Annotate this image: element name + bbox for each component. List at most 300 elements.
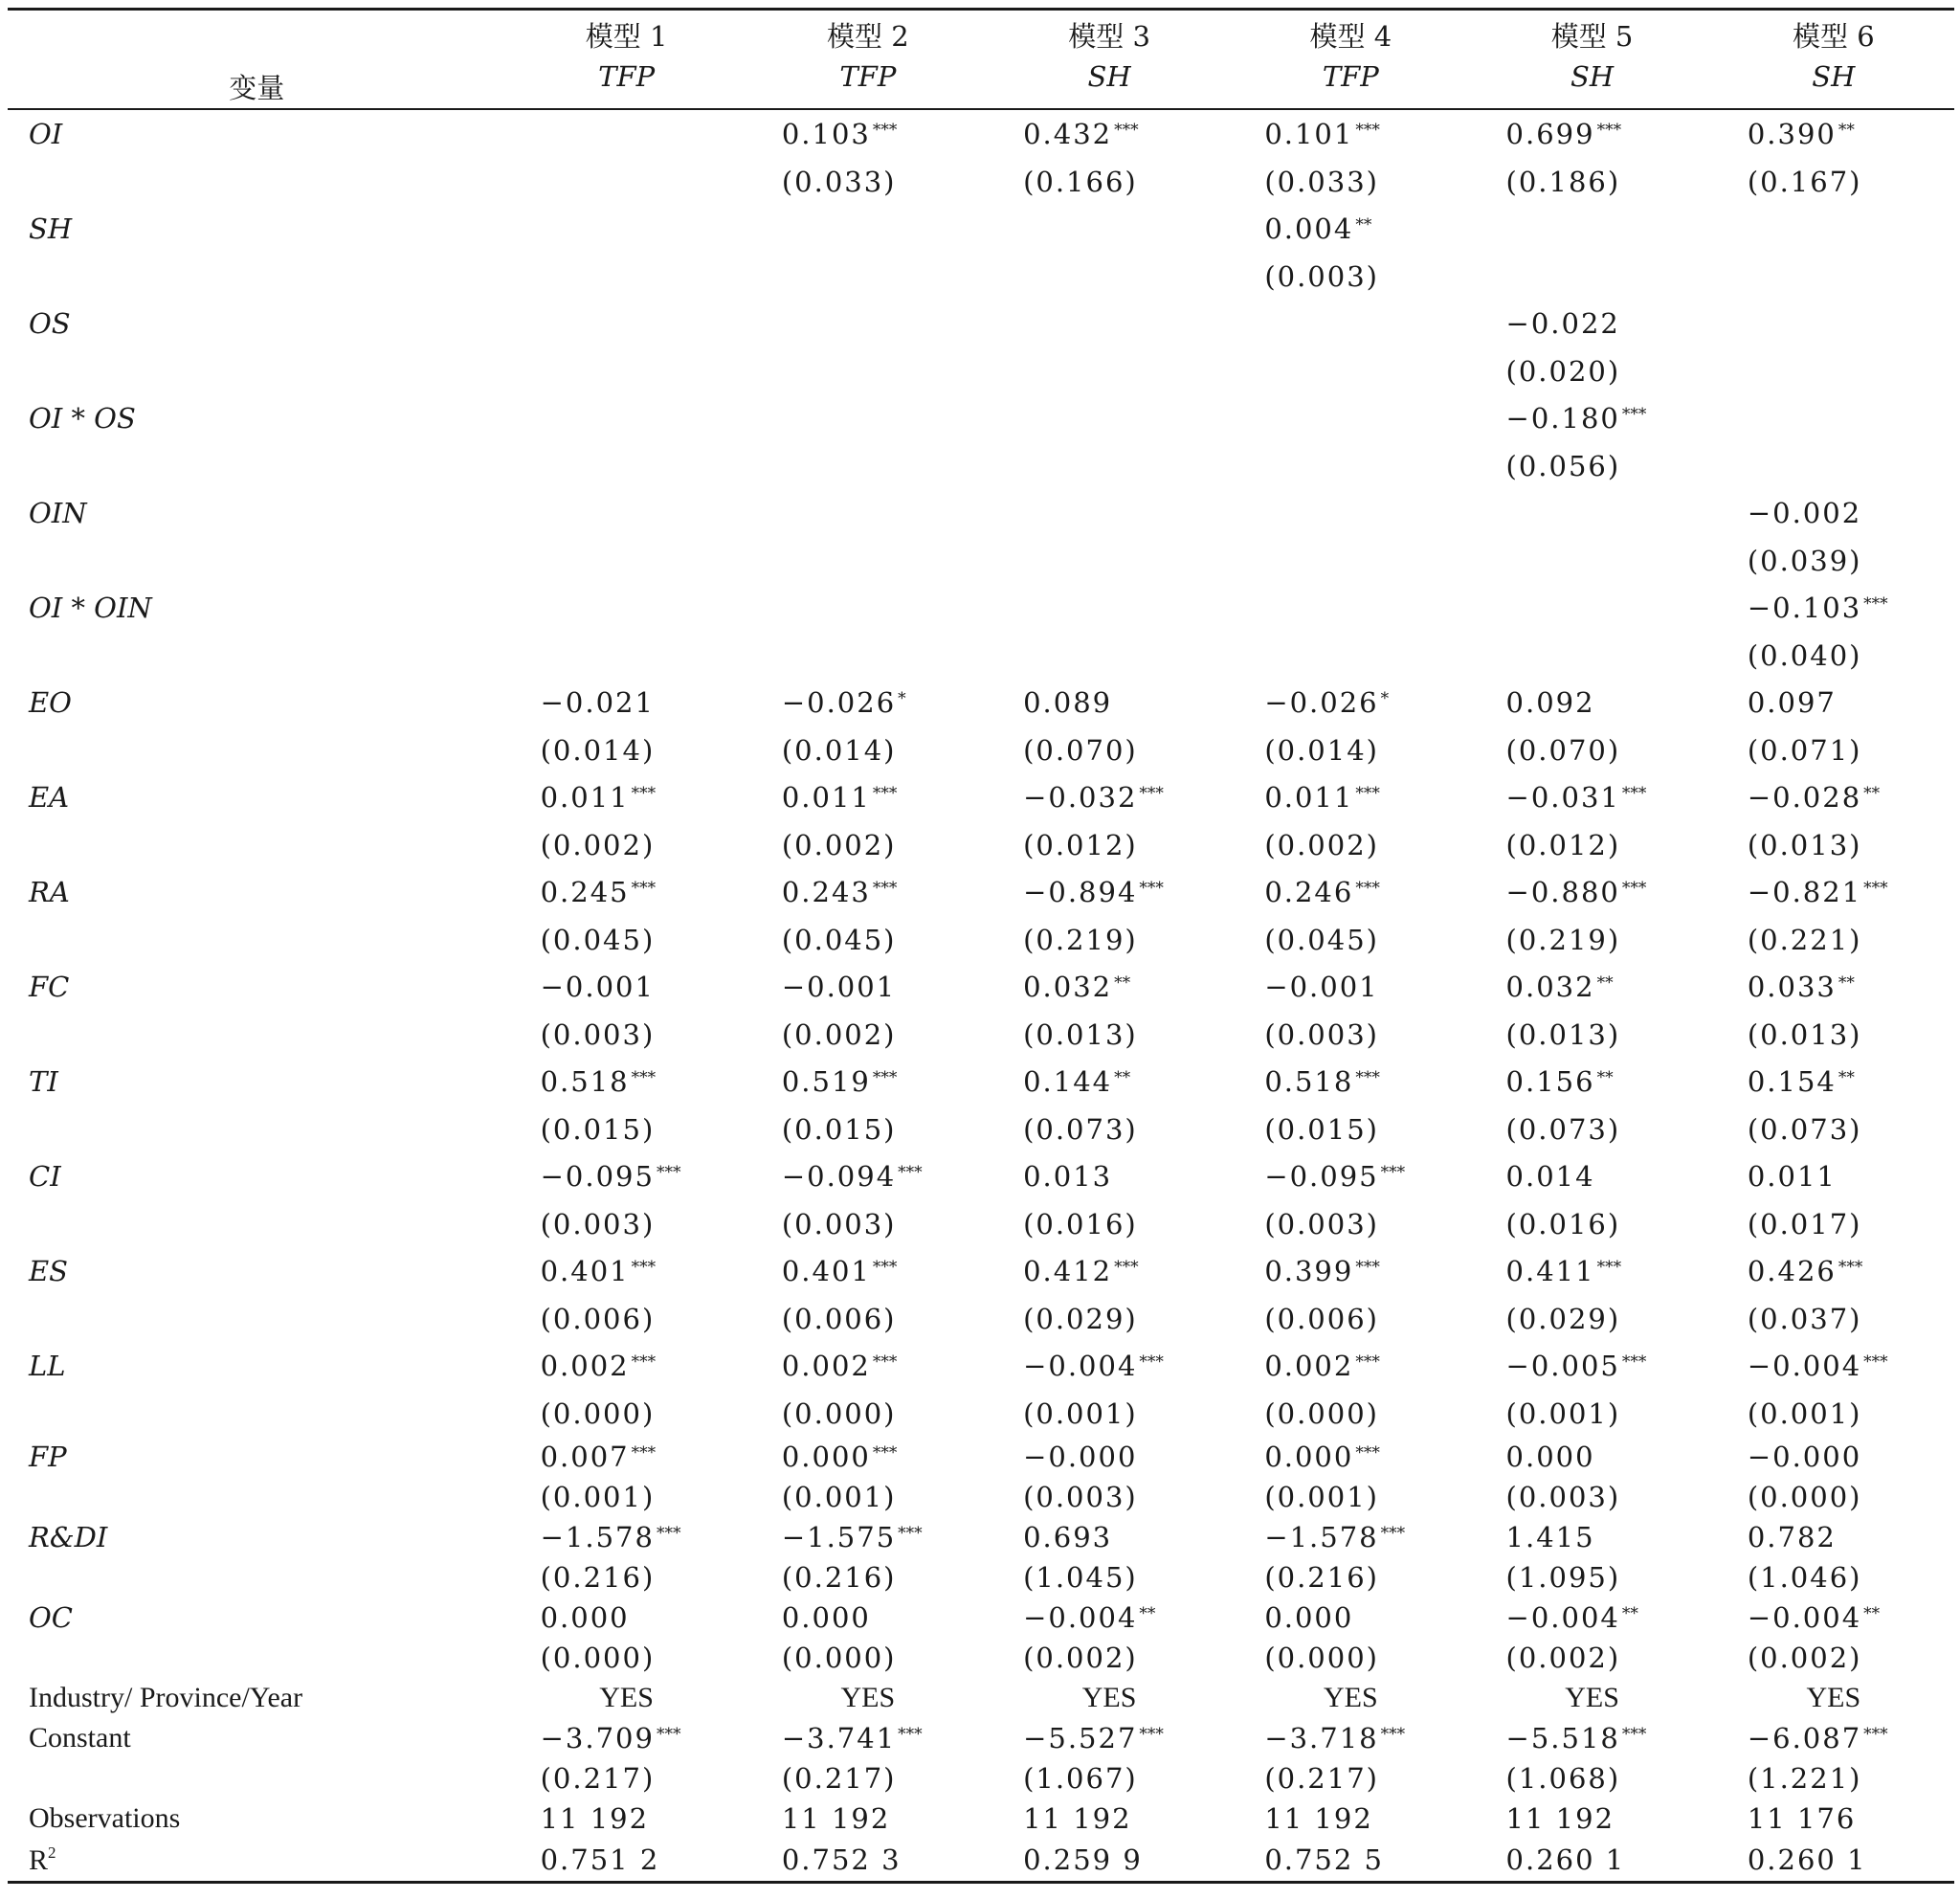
coefficient-cell [747, 868, 989, 916]
coefficient-cell [1230, 394, 1471, 442]
coefficient-cell [1471, 489, 1712, 537]
row-label [8, 442, 506, 489]
standard-error-cell [747, 1477, 989, 1517]
coefficient-box [1023, 876, 1195, 908]
variable-column-header: 变量 [8, 10, 506, 110]
standard-error-row [8, 821, 1954, 868]
coefficient-value: −0.004 [1023, 1601, 1138, 1634]
significance-stars: *** [1355, 879, 1380, 898]
coefficient-cell [506, 868, 747, 916]
standard-error-row [8, 253, 1954, 300]
standard-error-box [1506, 1208, 1679, 1240]
significance-stars: *** [1139, 879, 1164, 898]
coefficient-value: −5.518 [1505, 1722, 1620, 1754]
standard-error-value: (0.056) [1505, 449, 1621, 482]
standard-error-cell [1713, 537, 1954, 584]
coefficient-value: 0.518 [1264, 1065, 1354, 1098]
standard-error-box [1023, 1397, 1195, 1430]
standard-error-row [8, 442, 1954, 489]
standard-error-box [1748, 545, 1920, 577]
standard-error-value: (0.014) [540, 733, 656, 767]
standard-error-cell [1713, 253, 1954, 300]
coefficient-cell [506, 1152, 747, 1200]
coefficient-value: −0.821 [1747, 876, 1862, 908]
coefficient-cell [506, 584, 747, 632]
coefficient-box [1023, 686, 1195, 719]
coefficient-box [782, 1065, 954, 1098]
coefficient-cell [506, 109, 747, 158]
standard-error-cell [1713, 1390, 1954, 1437]
coefficient-cell [989, 394, 1230, 442]
significance-stars: *** [872, 1443, 898, 1463]
coefficient-box [782, 1350, 954, 1382]
coefficient-box [541, 1722, 713, 1754]
coefficient-box [1023, 781, 1195, 814]
standard-error-cell [1471, 1106, 1712, 1152]
coefficient-value: 0.426 [1747, 1255, 1837, 1287]
standard-error-cell [506, 253, 747, 300]
standard-error-box [1023, 1208, 1195, 1240]
standard-error-value: (0.033) [781, 165, 897, 198]
coefficient-value: 0.519 [781, 1065, 871, 1098]
standard-error-box [1506, 1481, 1679, 1513]
standard-error-value: (0.001) [1023, 1396, 1138, 1430]
coefficient-cell [1713, 1597, 1954, 1638]
standard-error-box [782, 1481, 954, 1513]
standard-error-row [8, 726, 1954, 773]
coefficient-row [8, 394, 1954, 442]
standard-error-box [1748, 829, 1920, 861]
standard-error-value: (1.045) [1023, 1561, 1138, 1594]
standard-error-value: (0.003) [540, 1017, 656, 1051]
coefficient-value: 0.004 [1264, 212, 1354, 245]
standard-error-box [1748, 1208, 1920, 1240]
coefficient-value: 0.245 [540, 876, 630, 908]
coefficient-cell [506, 1517, 747, 1557]
coefficient-box [782, 1160, 954, 1193]
observations-value: 11 192 [1505, 1802, 1615, 1835]
coefficient-box [1264, 1441, 1437, 1473]
standard-error-box [1264, 1018, 1437, 1051]
standard-error-value: (1.221) [1747, 1762, 1862, 1795]
coefficient-value: −0.004 [1747, 1601, 1862, 1634]
coefficient-cell [506, 1247, 747, 1295]
coefficient-box [1748, 1350, 1920, 1382]
standard-error-cell [747, 1758, 989, 1798]
dependent-variable-header: SH [1713, 56, 1954, 109]
standard-error-cell [1230, 347, 1471, 394]
coefficient-box [1748, 1065, 1920, 1098]
standard-error-cell [747, 632, 989, 679]
standard-error-cell [989, 1390, 1230, 1437]
standard-error-cell [506, 632, 747, 679]
standard-error-box [1748, 1113, 1920, 1146]
coefficient-cell [506, 1597, 747, 1638]
standard-error-cell [989, 632, 1230, 679]
standard-error-box [782, 1113, 954, 1146]
significance-stars: *** [1139, 1725, 1164, 1744]
standard-error-box [1023, 734, 1195, 767]
standard-error-cell [989, 916, 1230, 963]
significance-stars: *** [872, 1258, 898, 1277]
coefficient-cell [1471, 300, 1712, 347]
coefficient-box [782, 1601, 954, 1634]
regression-table [8, 8, 1954, 1884]
coefficient-box [541, 686, 713, 719]
standard-error-value: (0.015) [781, 1112, 897, 1146]
coefficient-box [782, 971, 954, 1003]
standard-error-row [8, 1390, 1954, 1437]
standard-error-cell [506, 537, 747, 584]
significance-stars: *** [1863, 594, 1888, 614]
coefficient-row [8, 205, 1954, 253]
dependent-variable-header: TFP [747, 56, 989, 109]
model-header: 模型 6 [1713, 10, 1954, 57]
coefficient-cell [506, 300, 747, 347]
fixed-effects-cell: YES [1081, 1682, 1137, 1713]
standard-error-box [782, 734, 954, 767]
coefficient-box [1506, 1350, 1679, 1382]
standard-error-cell [747, 253, 989, 300]
coefficient-cell [1713, 1058, 1954, 1106]
observations-cell [1471, 1798, 1712, 1839]
standard-error-cell [747, 821, 989, 868]
standard-error-box [541, 1113, 713, 1146]
dependent-variable-header: TFP [506, 56, 747, 109]
standard-error-cell [506, 1011, 747, 1058]
coefficient-box [782, 1441, 954, 1473]
coefficient-cell [1713, 773, 1954, 821]
standard-error-value: (0.166) [1023, 165, 1138, 198]
coefficient-value: 0.002 [540, 1350, 630, 1382]
coefficient-cell [989, 963, 1230, 1011]
standard-error-cell [1713, 632, 1954, 679]
coefficient-value: −0.880 [1505, 876, 1620, 908]
significance-stars: *** [1838, 1258, 1863, 1277]
row-label [8, 1390, 506, 1437]
standard-error-box [782, 1303, 954, 1335]
standard-error-row [8, 1200, 1954, 1247]
significance-stars: *** [898, 1524, 923, 1543]
standard-error-box [541, 1018, 713, 1051]
coefficient-row [8, 1152, 1954, 1200]
r-squared-value: 0.260 1 [1505, 1843, 1626, 1876]
significance-stars: *** [872, 1352, 898, 1372]
coefficient-value: 0.782 [1747, 1521, 1837, 1553]
standard-error-cell [1230, 442, 1471, 489]
coefficient-box [541, 1255, 713, 1287]
observations-row [8, 1798, 1954, 1839]
coefficient-value: −0.026 [1264, 686, 1379, 719]
standard-error-box [1506, 166, 1679, 198]
r-squared-cell [506, 1839, 747, 1883]
standard-error-value: (0.029) [1023, 1302, 1138, 1335]
r-squared-cell [747, 1839, 989, 1883]
coefficient-row [8, 584, 1954, 632]
coefficient-value: 0.011 [540, 781, 630, 814]
coefficient-box [1264, 1722, 1437, 1754]
significance-stars: *** [1114, 1258, 1139, 1277]
coefficient-box [1264, 1521, 1437, 1553]
standard-error-cell [506, 442, 747, 489]
coefficient-cell [747, 489, 989, 537]
standard-error-value: (0.000) [540, 1642, 656, 1674]
row-label: EO [29, 686, 72, 719]
significance-stars: *** [872, 879, 898, 898]
standard-error-cell [989, 1477, 1230, 1517]
row-label: Constant [29, 1722, 131, 1754]
significance-stars: *** [1380, 1163, 1406, 1182]
coefficient-cell [747, 679, 989, 726]
significance-stars: ** [1621, 1604, 1638, 1623]
coefficient-box [1506, 876, 1679, 908]
coefficient-box [1264, 118, 1437, 150]
significance-stars: *** [872, 1068, 898, 1087]
coefficient-value: 0.032 [1505, 971, 1595, 1003]
significance-stars: *** [1621, 1725, 1647, 1744]
standard-error-value: (0.073) [1505, 1112, 1621, 1146]
coefficient-cell [1713, 1517, 1954, 1557]
coefficient-cell [1471, 1247, 1712, 1295]
row-label: TI [29, 1065, 58, 1098]
standard-error-cell [1471, 821, 1712, 868]
coefficient-row [8, 963, 1954, 1011]
coefficient-box [1264, 686, 1437, 719]
coefficient-cell [1713, 584, 1954, 632]
row-label: R&DI [29, 1521, 108, 1553]
coefficient-value: −0.094 [781, 1160, 897, 1193]
r-squared-row [8, 1839, 1954, 1883]
coefficient-cell [1471, 963, 1712, 1011]
standard-error-value: (0.000) [540, 1396, 656, 1430]
row-label [8, 916, 506, 963]
standard-error-value: (0.037) [1747, 1302, 1862, 1335]
standard-error-cell [1713, 347, 1954, 394]
standard-error-value: (0.020) [1505, 354, 1621, 388]
coefficient-cell [1230, 963, 1471, 1011]
significance-stars: *** [1380, 1524, 1406, 1543]
row-label: OC [29, 1601, 73, 1634]
standard-error-cell [506, 347, 747, 394]
coefficient-box [1506, 1521, 1679, 1553]
standard-error-cell [747, 1295, 989, 1342]
significance-stars: *** [1863, 1725, 1888, 1744]
coefficient-value: 0.154 [1747, 1065, 1837, 1098]
coefficient-cell [989, 1342, 1230, 1390]
significance-stars: *** [1355, 1258, 1380, 1277]
coefficient-box [1506, 1601, 1679, 1634]
coefficient-box [1748, 1521, 1920, 1553]
coefficient-cell [747, 1718, 989, 1758]
coefficient-box [1023, 971, 1195, 1003]
observations-cell [506, 1798, 747, 1839]
standard-error-box [1748, 1642, 1920, 1674]
standard-error-value: (0.217) [1264, 1762, 1379, 1795]
coefficient-value: −3.741 [781, 1722, 897, 1754]
coefficient-cell [1713, 679, 1954, 726]
coefficient-cell [1471, 205, 1712, 253]
coefficient-cell [1230, 868, 1471, 916]
coefficient-box [782, 1521, 954, 1553]
coefficient-box [782, 781, 954, 814]
coefficient-cell [989, 1437, 1230, 1477]
standard-error-cell [989, 1758, 1230, 1798]
standard-error-box [1506, 734, 1679, 767]
coefficient-value: −0.002 [1747, 497, 1862, 529]
coefficient-value: −0.894 [1023, 876, 1138, 908]
significance-stars: *** [898, 1725, 923, 1744]
standard-error-value: (0.016) [1505, 1207, 1621, 1240]
standard-error-box [1748, 734, 1920, 767]
r-squared-cell [1713, 1839, 1954, 1883]
coefficient-value: 0.401 [540, 1255, 630, 1287]
standard-error-value: (0.000) [781, 1642, 897, 1674]
standard-error-cell [1230, 537, 1471, 584]
standard-error-box [541, 1303, 713, 1335]
coefficient-cell [506, 489, 747, 537]
standard-error-value: (0.000) [1264, 1642, 1379, 1674]
coefficient-cell [506, 205, 747, 253]
standard-error-value: (0.006) [781, 1302, 897, 1335]
coefficient-value: −0.021 [540, 686, 655, 719]
standard-error-value: (0.217) [540, 1762, 656, 1795]
coefficient-value: 0.693 [1023, 1521, 1113, 1553]
dependent-variable-header: SH [1471, 56, 1712, 109]
standard-error-box [1264, 1481, 1437, 1513]
coefficient-value: 0.243 [781, 876, 871, 908]
coefficient-value: 0.013 [1023, 1160, 1113, 1193]
r-squared-box [1748, 1843, 1920, 1876]
coefficient-cell [506, 679, 747, 726]
standard-error-value: (0.029) [1505, 1302, 1621, 1335]
coefficient-cell [506, 394, 747, 442]
significance-stars: ** [1596, 973, 1614, 993]
significance-stars: *** [1380, 1725, 1406, 1744]
coefficient-value: −3.718 [1264, 1722, 1379, 1754]
standard-error-value: (0.039) [1747, 544, 1862, 577]
coefficient-value: 0.089 [1023, 686, 1113, 719]
standard-error-box [782, 166, 954, 198]
model-header: 模型 4 [1230, 10, 1471, 57]
dependent-variable-header: SH [989, 56, 1230, 109]
standard-error-row [8, 158, 1954, 205]
coefficient-box [782, 876, 954, 908]
standard-error-cell [1230, 1477, 1471, 1517]
observations-value: 11 192 [1023, 1802, 1132, 1835]
row-label: CI [29, 1160, 61, 1193]
coefficient-cell [1713, 1247, 1954, 1295]
standard-error-cell [989, 442, 1230, 489]
coefficient-cell [1471, 1718, 1712, 1758]
r-squared-box [1506, 1843, 1679, 1876]
coefficient-value: 0.032 [1023, 971, 1113, 1003]
coefficient-row [8, 489, 1954, 537]
standard-error-value: (1.046) [1747, 1561, 1862, 1594]
coefficient-cell [747, 300, 989, 347]
coefficient-cell [1230, 679, 1471, 726]
coefficient-box [541, 1160, 713, 1193]
standard-error-box [541, 924, 713, 956]
standard-error-row [8, 537, 1954, 584]
standard-error-value: (0.070) [1505, 733, 1621, 767]
significance-stars: *** [1621, 784, 1647, 803]
row-label: RA [29, 876, 70, 908]
coefficient-cell [1230, 1437, 1471, 1477]
fixed-effects-cell: YES [1323, 1682, 1378, 1713]
standard-error-box [1506, 1397, 1679, 1430]
standard-error-box [1506, 829, 1679, 861]
row-label [8, 821, 506, 868]
coefficient-cell [1230, 1247, 1471, 1295]
significance-stars: *** [631, 1352, 657, 1372]
standard-error-cell [747, 1200, 989, 1247]
coefficient-box [1748, 1722, 1920, 1754]
coefficient-cell [747, 1152, 989, 1200]
row-label: LL [29, 1350, 66, 1382]
standard-error-cell [1713, 1011, 1954, 1058]
standard-error-value: (0.216) [540, 1561, 656, 1594]
standard-error-value: (0.040) [1747, 638, 1862, 672]
coefficient-box [1264, 212, 1437, 245]
coefficient-box [1506, 971, 1679, 1003]
standard-error-cell [1230, 916, 1471, 963]
coefficient-box [1264, 1601, 1437, 1634]
standard-error-value: (0.002) [1747, 1642, 1862, 1674]
standard-error-cell [506, 726, 747, 773]
standard-error-value: (0.073) [1023, 1112, 1138, 1146]
row-label [8, 632, 506, 679]
standard-error-box [1023, 1018, 1195, 1051]
standard-error-cell [506, 1758, 747, 1798]
standard-error-box [1023, 829, 1195, 861]
significance-stars: *** [631, 1068, 657, 1087]
coefficient-cell [1230, 1718, 1471, 1758]
standard-error-value: (0.003) [1264, 259, 1379, 293]
standard-error-value: (0.219) [1505, 923, 1621, 956]
standard-error-row [8, 1758, 1954, 1798]
coefficient-row [8, 773, 1954, 821]
standard-error-cell [1471, 537, 1712, 584]
coefficient-box [1748, 876, 1920, 908]
standard-error-value: (0.003) [1264, 1017, 1379, 1051]
standard-error-cell [989, 537, 1230, 584]
coefficient-cell [1713, 1718, 1954, 1758]
row-label: ES [29, 1255, 69, 1287]
coefficient-value: −0.022 [1505, 307, 1620, 340]
significance-stars: *** [631, 1258, 657, 1277]
coefficient-row [8, 300, 1954, 347]
standard-error-box [782, 1762, 954, 1795]
standard-error-cell [989, 1638, 1230, 1678]
coefficient-value: −0.028 [1747, 781, 1862, 814]
row-label: Industry/ Province/Year [29, 1682, 303, 1713]
row-label [8, 1200, 506, 1247]
coefficient-box [1506, 1255, 1679, 1287]
coefficient-value: −0.095 [1264, 1160, 1379, 1193]
standard-error-value: (0.015) [540, 1112, 656, 1146]
standard-error-box [782, 1397, 954, 1430]
coefficient-cell [1713, 963, 1954, 1011]
coefficient-value: 0.000 [1264, 1601, 1354, 1634]
standard-error-box [541, 1642, 713, 1674]
coefficient-value: 0.002 [781, 1350, 871, 1382]
coefficient-box [1506, 1441, 1679, 1473]
standard-error-cell [1230, 632, 1471, 679]
standard-error-cell [1471, 916, 1712, 963]
coefficient-box [1748, 592, 1920, 624]
standard-error-cell [1230, 1638, 1471, 1678]
coefficient-cell [1713, 109, 1954, 158]
